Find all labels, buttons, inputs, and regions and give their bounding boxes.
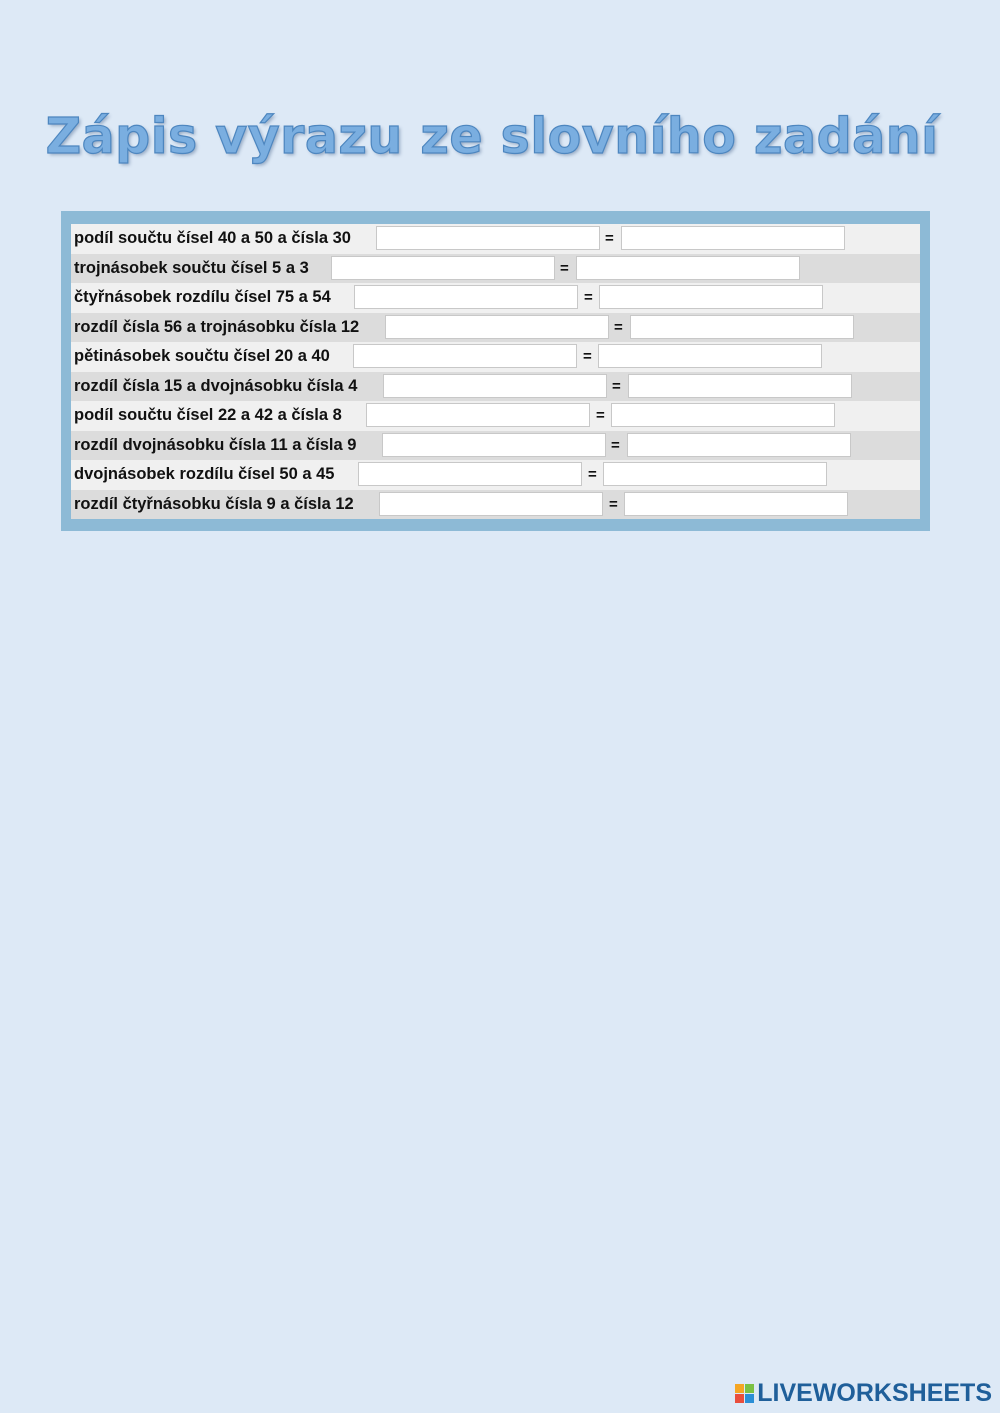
- logo-mark-icon: [735, 1384, 754, 1403]
- equals-sign: =: [583, 348, 592, 365]
- expression-input[interactable]: [353, 344, 577, 368]
- equals-sign: =: [596, 407, 605, 424]
- page-title: Zápis výrazu ze slovního zadání: [45, 108, 939, 165]
- equals-sign: =: [612, 377, 621, 395]
- expression-input[interactable]: [379, 492, 603, 516]
- expression-input[interactable]: [354, 285, 578, 309]
- result-input[interactable]: [598, 344, 822, 368]
- table-row: [71, 254, 920, 284]
- exercise-table: [71, 224, 920, 519]
- equals-sign: =: [609, 495, 618, 513]
- equals-sign: =: [560, 259, 569, 277]
- row-label: pětinásobek součtu čísel 20 a 40: [74, 347, 330, 365]
- row-label: rozdíl čísla 56 a trojnásobku čísla 12: [74, 317, 360, 336]
- liveworksheets-logo: [735, 1379, 992, 1407]
- equals-sign: =: [605, 230, 614, 247]
- result-input[interactable]: [576, 256, 800, 280]
- result-input[interactable]: [621, 226, 845, 250]
- row-label: podíl součtu čísel 22 a 42 a čísla 8: [74, 406, 342, 424]
- table-row: [71, 283, 920, 313]
- table-row: [71, 401, 920, 431]
- expression-input[interactable]: [385, 315, 609, 339]
- result-input[interactable]: [611, 403, 835, 427]
- row-label: trojnásobek součtu čísel 5 a 3: [74, 258, 309, 277]
- row-label: čtyřnásobek rozdílu čísel 75 a 54: [74, 288, 331, 306]
- result-input[interactable]: [627, 433, 851, 457]
- expression-input[interactable]: [383, 374, 607, 398]
- logo-square: [745, 1384, 754, 1393]
- logo-text: LIVEWORKSHEETS: [757, 1378, 992, 1407]
- result-input[interactable]: [630, 315, 854, 339]
- expression-input[interactable]: [376, 226, 600, 250]
- row-label: podíl součtu čísel 40 a 50 a čísla 30: [74, 229, 351, 247]
- expression-input[interactable]: [382, 433, 606, 457]
- row-label: dvojnásobek rozdílu čísel 50 a 45: [74, 465, 335, 483]
- expression-input[interactable]: [366, 403, 590, 427]
- logo-square: [745, 1394, 754, 1403]
- table-row: [71, 224, 920, 254]
- table-row: [71, 490, 920, 520]
- table-row: [71, 460, 920, 490]
- equals-sign: =: [588, 466, 597, 483]
- result-input[interactable]: [628, 374, 852, 398]
- equals-sign: =: [614, 318, 623, 336]
- row-label: rozdíl dvojnásobku čísla 11 a čísla 9: [74, 435, 357, 454]
- equals-sign: =: [611, 436, 620, 454]
- logo-square: [735, 1384, 744, 1393]
- exercise-panel: [61, 211, 930, 531]
- expression-input[interactable]: [358, 462, 582, 486]
- row-label: rozdíl čtyřnásobku čísla 9 a čísla 12: [74, 494, 354, 513]
- result-input[interactable]: [624, 492, 848, 516]
- equals-sign: =: [584, 289, 593, 306]
- table-row: [71, 342, 920, 372]
- table-row: [71, 313, 920, 343]
- logo-square: [735, 1394, 744, 1403]
- expression-input[interactable]: [331, 256, 555, 280]
- table-row: [71, 372, 920, 402]
- result-input[interactable]: [603, 462, 827, 486]
- row-label: rozdíl čísla 15 a dvojnásobku čísla 4: [74, 376, 358, 395]
- result-input[interactable]: [599, 285, 823, 309]
- table-row: [71, 431, 920, 461]
